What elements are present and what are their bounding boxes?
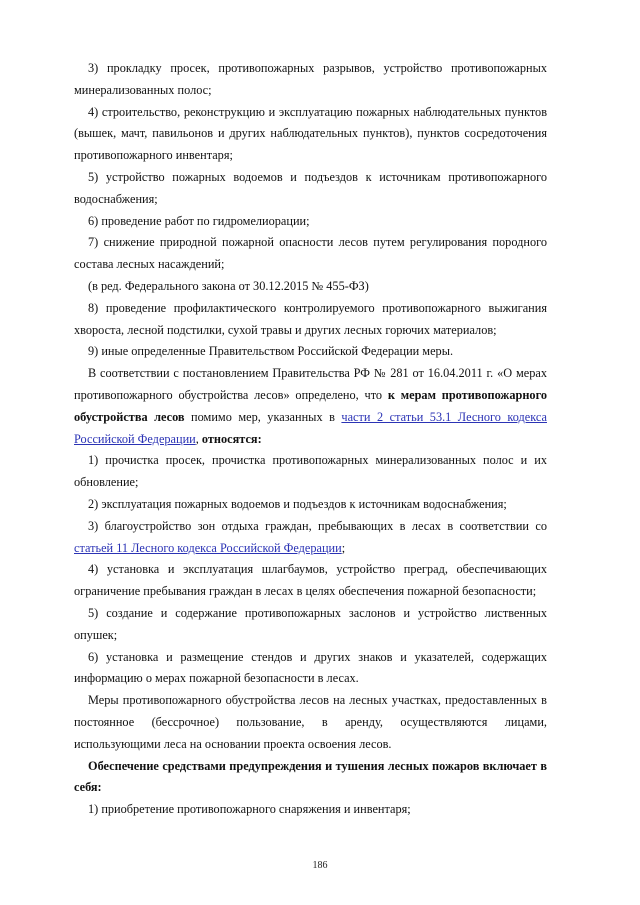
decree-bold-include: относятся: [201,431,262,446]
decree-intro: В соответствии с постановлением Правительства РФ № 281 от 16.04.2011 г. «О мерах противопожарного обустройства лесов» определено, что [74,366,547,402]
paragraph: 6) проведение работ по гидромелиорации; [88,213,310,228]
list-item [74,516,547,560]
item3-text: 3) благоустройство зон отдыха граждан, пребывающих в лесах в соответствии со [88,518,547,533]
section-heading-text: Обеспечение средствами предупреждения и тушения лесных пожаров включает в себя: [74,758,547,795]
paragraph: 5) устройство пожарных водоемов и подъездов к источникам противопожарного водоснабжения; [74,169,547,206]
paragraph: 7) снижение природной пожарной опасности лесов путем регулирования породного состава лесных насаждений; [74,235,547,272]
paragraph: 4) строительство, реконструкцию и эксплуатацию пожарных наблюдательных пунктов (вышек, мачт, павильонов и других наблюдательных пунктов), пунктов сосредоточения противопожарного инвентаря; [74,104,547,163]
item3-end: ; [341,540,346,555]
list-item: 1) приобретение противопожарного снаряжения и инвентаря; [88,802,411,817]
list-item: 2) эксплуатация пожарных водоемов и подъездов к источникам водоснабжения; [88,496,507,511]
forest-code-article-53-1-link[interactable]: части 2 статьи 53.1 Лесного кодекса Российской Федерации [74,409,547,446]
list-item: 1) прочистка просек, прочистка противопожарных минерализованных полос и их обновление; [74,453,547,490]
paragraph: Меры противопожарного обустройства лесов на лесных участках, предоставленных в постоянное (бессрочное) пользование, в аренду, осуществляются лицами, использующими леса на основании проекта освоения лесов. [74,693,547,751]
forest-code-article-11-link[interactable]: статьей 11 Лесного кодекса Российской Федерации [74,540,342,555]
page-number: 186 [312,860,328,871]
list-item: 5) создание и содержание противопожарных заслонов и устройство лиственных опушек; [74,605,547,642]
section-heading [74,756,547,800]
page-body [74,58,547,821]
list-item: 6) установка и размещение стендов и других знаков и указателей, содержащих информацию о мерах пожарной безопасности в лесах. [74,649,547,686]
decree-mid: помимо мер, указанных в [184,409,342,424]
paragraph: 3) прокладку просек, противопожарных разрывов, устройство противопожарных минерализованных полос; [74,61,547,97]
paragraph: 9) иные определенные Правительством Российской Федерации меры. [88,344,454,359]
amendment-note: (в ред. Федерального закона от 30.12.2015 № 455-ФЗ) [88,278,369,293]
list-item: 4) установка и эксплуатация шлагбаумов, устройство преград, обеспечивающих ограничение пребывания граждан в лесах в целях обеспечения пожарной безопасности; [74,562,547,599]
decree-comma: , [195,431,202,446]
paragraph: 8) проведение профилактического контролируемого противопожарного выжигания хвороста, лесной подстилки, сухой травы и других лесных горючих материалов; [74,300,547,337]
decree-paragraph [74,363,547,450]
decree-bold-term: к мерам противопожарного обустройства лесов [74,387,547,424]
